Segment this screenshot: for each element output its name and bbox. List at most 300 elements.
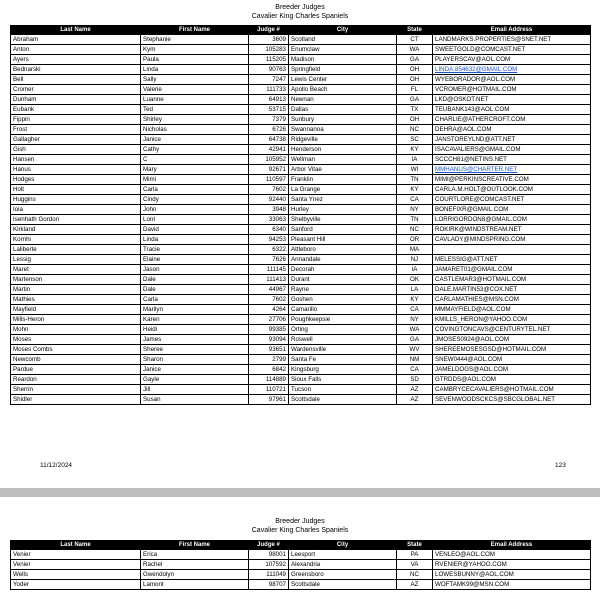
table-row [11, 105, 591, 115]
table-row [11, 45, 591, 55]
cell-first-name: Ted [141, 105, 249, 115]
table-row [11, 275, 591, 285]
table-row [11, 135, 591, 145]
cell-first-name: Paula [141, 55, 249, 65]
cell-state: CA [397, 365, 433, 375]
table-row [11, 85, 591, 95]
table-row [11, 295, 591, 305]
cell-email: MELESSIG@ATT.NET [433, 255, 591, 265]
cell-city: Greensboro [289, 570, 397, 580]
table-row [11, 355, 591, 365]
table-row [11, 255, 591, 265]
footer-date: 11/12/2024 [40, 462, 73, 469]
cell-last-name: Gallagher [11, 135, 141, 145]
cell-city: Scotland [289, 35, 397, 45]
cell-last-name: Holt [11, 185, 141, 195]
cell-first-name: Erica [141, 550, 249, 560]
cell-state: NM [397, 355, 433, 365]
cell-city: Ridgeville [289, 135, 397, 145]
cell-judge-number: 92671 [249, 165, 289, 175]
cell-city: La Grange [289, 185, 397, 195]
cell-judge-number: 114889 [249, 375, 289, 385]
page-header [0, 3, 600, 21]
table-row [11, 155, 591, 165]
cell-city: Enumclaw [289, 45, 397, 55]
cell-last-name: Yoder [11, 580, 141, 590]
cell-city: Sioux Falls [289, 375, 397, 385]
document-title: Breeder Judges [275, 518, 325, 525]
cell-last-name: Wells [11, 570, 141, 580]
cell-first-name: Rachel [141, 560, 249, 570]
cell-state: FL [397, 85, 433, 95]
cell-judge-number: 111733 [249, 85, 289, 95]
table-row [11, 125, 591, 135]
cell-last-name: Reardon [11, 375, 141, 385]
cell-first-name: Elaine [141, 255, 249, 265]
cell-state: CA [397, 305, 433, 315]
cell-city: Swannanoa [289, 125, 397, 135]
cell-judge-number: 27706 [249, 315, 289, 325]
cell-city: Camarillo [289, 305, 397, 315]
table-row [11, 385, 591, 395]
cell-first-name: Sally [141, 75, 249, 85]
cell-email: CAVLADY@MINDSPRING.COM [433, 235, 591, 245]
table-row [11, 345, 591, 355]
cell-city: Leesport [289, 550, 397, 560]
cell-last-name: Shidler [11, 395, 141, 405]
cell-state: GA [397, 55, 433, 65]
cell-state: OH [397, 115, 433, 125]
cell-last-name: Hansen [11, 155, 141, 165]
cell-judge-number: 110597 [249, 175, 289, 185]
cell-last-name: Venier [11, 560, 141, 570]
cell-email: WYEBORADOR@AOL.COM [433, 75, 591, 85]
cell-first-name: Mimi [141, 175, 249, 185]
table-row [11, 245, 591, 255]
cell-city: Alexandria [289, 560, 397, 570]
page-header [0, 517, 600, 535]
cell-state: KY [397, 185, 433, 195]
table-row [11, 185, 591, 195]
cell-first-name: Linda [141, 65, 249, 75]
cell-state: AZ [397, 580, 433, 590]
column-header-judge-number: Judge # [249, 26, 289, 35]
table-row [11, 265, 591, 275]
table-row [11, 335, 591, 345]
cell-last-name: Anton [11, 45, 141, 55]
cell-last-name: Huggins [11, 195, 141, 205]
table-row [11, 395, 591, 405]
cell-judge-number: 111049 [249, 570, 289, 580]
cell-judge-number: 33063 [249, 215, 289, 225]
cell-judge-number: 99385 [249, 325, 289, 335]
email-link[interactable]: MMHANUS@CHARTER.NET [433, 165, 591, 175]
cell-first-name: Gwendolyn [141, 570, 249, 580]
cell-first-name: Tracie [141, 245, 249, 255]
document-title: Breeder Judges [275, 4, 325, 11]
cell-email: SWEETGOLD@COMCAST.NET [433, 45, 591, 55]
table-row [11, 550, 591, 560]
cell-email: PLAYERSCAV@AOL.COM [433, 55, 591, 65]
judges-table [10, 25, 591, 405]
cell-first-name: Karen [141, 315, 249, 325]
column-header-state: State [397, 26, 433, 35]
table-row [11, 35, 591, 45]
cell-state: WA [397, 45, 433, 55]
cell-last-name: Kornhi [11, 235, 141, 245]
cell-email: DALE.MARTIN53@COX.NET [433, 285, 591, 295]
cell-email: VCROMER@HOTMAIL.COM [433, 85, 591, 95]
cell-last-name: Martin [11, 285, 141, 295]
cell-judge-number: 94253 [249, 235, 289, 245]
cell-judge-number: 3609 [249, 35, 289, 45]
cell-state: GA [397, 335, 433, 345]
table-body [11, 550, 591, 590]
cell-state: KY [397, 295, 433, 305]
column-header-state: State [397, 541, 433, 550]
cell-state: WI [397, 165, 433, 175]
table-row [11, 570, 591, 580]
table-row [11, 375, 591, 385]
document-subtitle: Cavalier King Charles Spaniels [251, 13, 349, 20]
table-row [11, 285, 591, 295]
cell-state: PA [397, 550, 433, 560]
cell-judge-number: 98001 [249, 550, 289, 560]
cell-first-name: Cindy [141, 195, 249, 205]
cell-email: CAMBRYCECAVALIERS@HOTMAIL.COM [433, 385, 591, 395]
cell-last-name: Moses [11, 335, 141, 345]
cell-city: Santa Ynez [289, 195, 397, 205]
cell-first-name: Janice [141, 365, 249, 375]
cell-city: Shelbyville [289, 215, 397, 225]
cell-judge-number: 6340 [249, 225, 289, 235]
cell-email: COURTLORE@COMCAST.NET [433, 195, 591, 205]
cell-email: MMMAYFIELD@AOL.COM [433, 305, 591, 315]
cell-email: BONEFIXR@GMAIL.COM [433, 205, 591, 215]
cell-judge-number: 111413 [249, 275, 289, 285]
cell-email: SNEW0444@AOL.COM [433, 355, 591, 365]
cell-judge-number: 6726 [249, 125, 289, 135]
cell-city: Wardensville [289, 345, 397, 355]
cell-email: SHEREEMOSESGSD@HOTMAIL.COM [433, 345, 591, 355]
cell-email: TEUBANK143@AOL.COM [433, 105, 591, 115]
cell-judge-number: 7247 [249, 75, 289, 85]
cell-judge-number: 4264 [249, 305, 289, 315]
cell-first-name: Dale [141, 275, 249, 285]
cell-first-name: Jason [141, 265, 249, 275]
column-header-email: Email Address [433, 26, 591, 35]
cell-city: Madison [289, 55, 397, 65]
cell-state: VA [397, 560, 433, 570]
cell-state: OR [397, 235, 433, 245]
cell-email: LKD@OSKOT.NET [433, 95, 591, 105]
cell-city: Annandale [289, 255, 397, 265]
cell-judge-number: 7626 [249, 255, 289, 265]
cell-last-name: Bednarski [11, 65, 141, 75]
cell-city: Goshen [289, 295, 397, 305]
cell-judge-number: 6842 [249, 365, 289, 375]
cell-last-name: Kirkland [11, 225, 141, 235]
cell-email: JANSTOREYLND@ATT.NET [433, 135, 591, 145]
cell-state: OH [397, 65, 433, 75]
cell-first-name: Gayle [141, 375, 249, 385]
cell-first-name: Carla [141, 185, 249, 195]
cell-email: ROKIRK@WINDSTREAM.NET [433, 225, 591, 235]
cell-state: LA [397, 285, 433, 295]
cell-city: Wellman [289, 155, 397, 165]
cell-state: SC [397, 135, 433, 145]
cell-state: TX [397, 105, 433, 115]
cell-last-name: Cromer [11, 85, 141, 95]
cell-state: KY [397, 145, 433, 155]
column-header-city: City [289, 26, 397, 35]
cell-judge-number: 3948 [249, 205, 289, 215]
cell-email: MIMI@PERKINSCREATIVE.COM [433, 175, 591, 185]
cell-email: SCCCH81@NETINS.NET [433, 155, 591, 165]
table-body [11, 35, 591, 405]
column-header-first-name: First Name [141, 26, 249, 35]
cell-city: Attleboro [289, 245, 397, 255]
cell-first-name: Nicholas [141, 125, 249, 135]
cell-last-name: Hodges [11, 175, 141, 185]
cell-judge-number: 98707 [249, 580, 289, 590]
cell-first-name: Susan [141, 395, 249, 405]
cell-judge-number: 7379 [249, 115, 289, 125]
cell-city: Santa Fe [289, 355, 397, 365]
column-header-judge-number: Judge # [249, 541, 289, 550]
column-header-email: Email Address [433, 541, 591, 550]
cell-city: Rayne [289, 285, 397, 295]
cell-email: LORRIGORDON8@GMAIL.COM [433, 215, 591, 225]
table-row [11, 235, 591, 245]
cell-last-name: Newcomb [11, 355, 141, 365]
cell-last-name: Abraham [11, 35, 141, 45]
cell-email: SEVENWOODSCKCS@SBCGLOBAL.NET [433, 395, 591, 405]
cell-first-name: John [141, 205, 249, 215]
cell-first-name: Jill [141, 385, 249, 395]
table-header-row [11, 26, 591, 35]
cell-last-name: Hanus [11, 165, 141, 175]
cell-state: TN [397, 175, 433, 185]
cell-state: GA [397, 95, 433, 105]
cell-first-name: James [141, 335, 249, 345]
cell-last-name: Sherrin [11, 385, 141, 395]
cell-email: CARLA.M.HOLT@OUTLOOK.COM [433, 185, 591, 195]
cell-email: GTRDDS@AOL.COM [433, 375, 591, 385]
table-row [11, 215, 591, 225]
cell-last-name: Venier [11, 550, 141, 560]
column-header-last-name: Last Name [11, 26, 141, 35]
cell-city: Orting [289, 325, 397, 335]
cell-last-name: Pardue [11, 365, 141, 375]
footer-page-number: 123 [555, 462, 566, 469]
cell-email: JMOSES0924@AOL.COM [433, 335, 591, 345]
cell-email: LOWESBUNNY@AOL.COM [433, 570, 591, 580]
cell-first-name: Dale [141, 285, 249, 295]
cell-judge-number: 6322 [249, 245, 289, 255]
cell-city: Scottsdale [289, 580, 397, 590]
column-header-last-name: Last Name [11, 541, 141, 550]
cell-judge-number: 93651 [249, 345, 289, 355]
cell-city: Springfield [289, 65, 397, 75]
cell-email: RVENIER@YAHOO.COM [433, 560, 591, 570]
cell-last-name: Fippin [11, 115, 141, 125]
document-subtitle: Cavalier King Charles Spaniels [251, 527, 349, 534]
cell-last-name: Mills-Heron [11, 315, 141, 325]
cell-last-name: Mayfield [11, 305, 141, 315]
cell-state: NC [397, 225, 433, 235]
cell-first-name: C [141, 155, 249, 165]
cell-last-name: Martenson [11, 275, 141, 285]
cell-email: DEHRA@AOL.COM [433, 125, 591, 135]
cell-city: Decorah [289, 265, 397, 275]
cell-first-name: Sheree [141, 345, 249, 355]
cell-last-name: Bell [11, 75, 141, 85]
cell-state: NY [397, 205, 433, 215]
cell-state: TN [397, 215, 433, 225]
cell-last-name: Eubank [11, 105, 141, 115]
cell-state: WA [397, 325, 433, 335]
cell-first-name: Valerie [141, 85, 249, 95]
table-row [11, 65, 591, 75]
cell-state: SD [397, 375, 433, 385]
cell-state: IA [397, 155, 433, 165]
column-header-first-name: First Name [141, 541, 249, 550]
cell-last-name: Lessig [11, 255, 141, 265]
cell-state: MA [397, 245, 433, 255]
cell-last-name: Frost [11, 125, 141, 135]
cell-judge-number: 92440 [249, 195, 289, 205]
cell-city: Kingsburg [289, 365, 397, 375]
table-row [11, 205, 591, 215]
cell-first-name: Mary [141, 165, 249, 175]
cell-last-name: Dunham [11, 95, 141, 105]
table-row [11, 195, 591, 205]
cell-last-name: Isenhath Gordon [11, 215, 141, 225]
cell-first-name: Linda [141, 235, 249, 245]
cell-judge-number: 7602 [249, 185, 289, 195]
cell-email: CHARLIE@ATHERCROFT.COM [433, 115, 591, 125]
table-row [11, 145, 591, 155]
cell-email: CARLAMATHIES@MSN.COM [433, 295, 591, 305]
cell-email: ISACAVALIERS@GMAIL.COM [433, 145, 591, 155]
cell-city: Apollo Beach [289, 85, 397, 95]
cell-city: Dallas [289, 105, 397, 115]
page-separator [0, 488, 600, 497]
cell-email: LANDMARKS.PROPERTIES@SNET.NET [433, 35, 591, 45]
cell-judge-number: 93094 [249, 335, 289, 345]
table-row [11, 305, 591, 315]
cell-first-name: David [141, 225, 249, 235]
cell-email: KMILLS_HERON@YAHOO.COM [433, 315, 591, 325]
table-row [11, 95, 591, 105]
cell-first-name: Luanne [141, 95, 249, 105]
cell-last-name: Gish [11, 145, 141, 155]
cell-last-name: Mohn [11, 325, 141, 335]
cell-first-name: Sharon [141, 355, 249, 365]
cell-city: Roswell [289, 335, 397, 345]
cell-email: WOFTAMK99@MSN.COM [433, 580, 591, 590]
table-row [11, 315, 591, 325]
cell-last-name: Ioia [11, 205, 141, 215]
cell-state: AZ [397, 385, 433, 395]
cell-first-name: Heidi [141, 325, 249, 335]
cell-email: JAMARET01@GMAIL.COM [433, 265, 591, 275]
cell-judge-number: 105283 [249, 45, 289, 55]
column-header-city: City [289, 541, 397, 550]
cell-email: JAMELDOGS@AOL.COM [433, 365, 591, 375]
cell-last-name: Mathies [11, 295, 141, 305]
cell-last-name: Moses Combs [11, 345, 141, 355]
cell-first-name: Shirley [141, 115, 249, 125]
cell-city: Poughkeepsie [289, 315, 397, 325]
cell-city: Scottsdale [289, 395, 397, 405]
cell-judge-number: 110721 [249, 385, 289, 395]
cell-email: CASTLEMAR3@HOTMAIL.COM [433, 275, 591, 285]
cell-judge-number: 64913 [249, 95, 289, 105]
cell-first-name: Cathy [141, 145, 249, 155]
cell-judge-number: 97961 [249, 395, 289, 405]
cell-state: NJ [397, 255, 433, 265]
table-row [11, 75, 591, 85]
cell-judge-number: 53715 [249, 105, 289, 115]
cell-first-name: Lamont [141, 580, 249, 590]
cell-email [433, 245, 591, 255]
table-row [11, 175, 591, 185]
table-row [11, 165, 591, 175]
table-row [11, 115, 591, 125]
cell-judge-number: 107592 [249, 560, 289, 570]
table-row [11, 365, 591, 375]
cell-judge-number: 115205 [249, 55, 289, 65]
cell-first-name: Lorri [141, 215, 249, 225]
cell-city: Hurley [289, 205, 397, 215]
cell-first-name: Marilyn [141, 305, 249, 315]
cell-city: Newnan [289, 95, 397, 105]
table-row [11, 560, 591, 570]
cell-judge-number: 105952 [249, 155, 289, 165]
judges-table [10, 540, 591, 590]
email-link[interactable]: LINDA.854632@GMAIL.COM [433, 65, 591, 75]
cell-state: AZ [397, 395, 433, 405]
cell-first-name: Kym [141, 45, 249, 55]
table-row [11, 580, 591, 590]
cell-first-name: Stephanie [141, 35, 249, 45]
cell-city: Arbor Vitae [289, 165, 397, 175]
cell-state: NC [397, 570, 433, 580]
cell-city: Pleasant Hill [289, 235, 397, 245]
cell-city: Sanford [289, 225, 397, 235]
cell-last-name: Laliberte [11, 245, 141, 255]
cell-state: CT [397, 35, 433, 45]
document-page-2 [0, 497, 600, 615]
cell-city: Tucson [289, 385, 397, 395]
cell-judge-number: 44967 [249, 285, 289, 295]
cell-judge-number: 90763 [249, 65, 289, 75]
cell-state: OH [397, 75, 433, 85]
table-row [11, 325, 591, 335]
cell-state: NC [397, 125, 433, 135]
cell-last-name: Maret [11, 265, 141, 275]
cell-email: COVINGTONCAVS@CENTURYTEL.NET [433, 325, 591, 335]
cell-city: Franklin [289, 175, 397, 185]
cell-state: CA [397, 195, 433, 205]
cell-first-name: Janice [141, 135, 249, 145]
cell-email: VENLEO@AOL.COM [433, 550, 591, 560]
cell-city: Sunbury [289, 115, 397, 125]
cell-last-name: Ayers [11, 55, 141, 65]
cell-judge-number: 7602 [249, 295, 289, 305]
